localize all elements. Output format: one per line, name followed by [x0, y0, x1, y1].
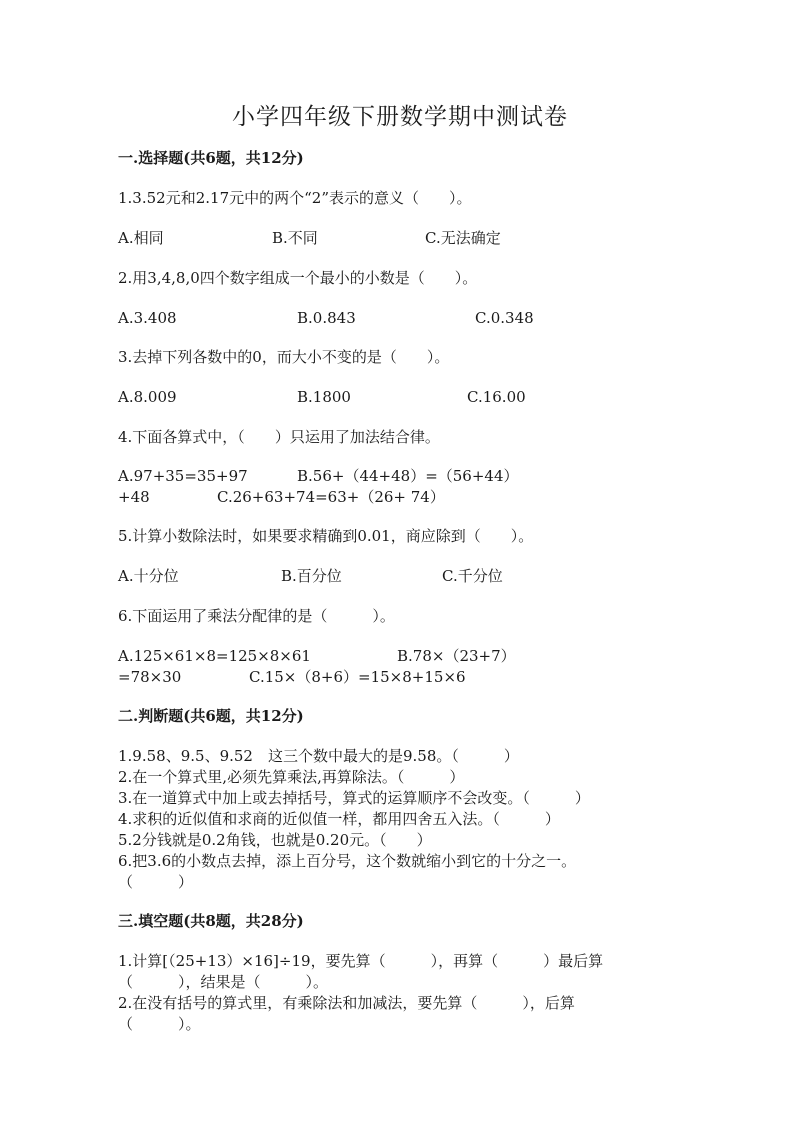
- option-a: A.十分位: [118, 567, 179, 585]
- option-b: B.56+（44+48）=（56+44）: [297, 467, 519, 485]
- question-stem: 2.用3,4,8,0四个数字组成一个最小的小数是（ ）。: [118, 269, 478, 287]
- judgment-item: 2.在一个算式里,必须先算乘法,再算除法。（ ）: [118, 768, 465, 786]
- option-b: B.0.843: [297, 309, 356, 327]
- fill-blank-item-continuation: （ ）。: [118, 1015, 201, 1033]
- option-c: C.16.00: [467, 388, 526, 406]
- judgment-item: 5.2分钱就是0.2角钱，也就是0.20元。（ ）: [118, 831, 432, 849]
- judgment-item: 6.把3.6的小数点去掉，添上百分号，这个数就缩小到它的十分之一。: [118, 852, 577, 870]
- option-c: C.0.348: [475, 309, 534, 327]
- section-heading-choice: 一.选择题(共6题，共12分): [118, 149, 304, 167]
- option-a: A.8.009: [118, 388, 177, 406]
- option-c: C.26+63+74=63+（26+ 74）: [217, 488, 445, 506]
- option-b: B.1800: [297, 388, 351, 406]
- question-stem: 1.3.52元和2.17元中的两个“2”表示的意义（ ）。: [118, 189, 472, 207]
- option-a: A.125×61×8=125×8×61: [118, 647, 311, 665]
- option-b: B.78×（23+7）: [397, 647, 516, 665]
- option-b-continuation: =78×30: [118, 668, 182, 686]
- option-b: B.百分位: [281, 567, 342, 585]
- judgment-item-continuation: （ ）: [118, 873, 194, 891]
- question-stem: 5.计算小数除法时，如果要求精确到0.01，商应除到（ ）。: [118, 527, 534, 545]
- section-heading-fill-blank: 三.填空题(共8题，共28分): [118, 912, 304, 930]
- question-stem: 3.去掉下列各数中的0，而大小不变的是（ ）。: [118, 348, 450, 366]
- option-a: A.3.408: [118, 309, 177, 327]
- option-a: A.97+35=35+97: [118, 467, 248, 485]
- judgment-item: 1.9.58、9.5、9.52 这三个数中最大的是9.58。（ ）: [118, 747, 519, 765]
- option-c: C.无法确定: [425, 229, 501, 247]
- option-c: C.千分位: [442, 567, 503, 585]
- question-stem: 4.下面各算式中，（ ）只运用了加法结合律。: [118, 428, 440, 446]
- option-a: A.相同: [118, 229, 164, 247]
- fill-blank-item: 1.计算[（25+13）×16]÷19，要先算（ ），再算（ ）最后算: [118, 952, 604, 970]
- section-heading-judgment: 二.判断题(共6题，共12分): [118, 707, 304, 725]
- page-title: 小学四年级下册数学期中测试卷: [232, 104, 568, 130]
- option-b: B.不同: [272, 229, 318, 247]
- option-b-continuation: +48: [118, 488, 150, 506]
- judgment-item: 4.求积的近似值和求商的近似值一样，都用四舍五入法。（ ）: [118, 810, 560, 828]
- judgment-item: 3.在一道算式中加上或去掉括号，算式的运算顺序不会改变。（ ）: [118, 789, 590, 807]
- fill-blank-item-continuation: （ ），结果是（ ）。: [118, 973, 329, 991]
- option-c: C.15×（8+6）=15×8+15×6: [249, 668, 466, 686]
- question-stem: 6.下面运用了乘法分配律的是（ ）。: [118, 607, 395, 625]
- fill-blank-item: 2.在没有括号的算式里，有乘除法和加减法，要先算（ ），后算: [118, 994, 575, 1012]
